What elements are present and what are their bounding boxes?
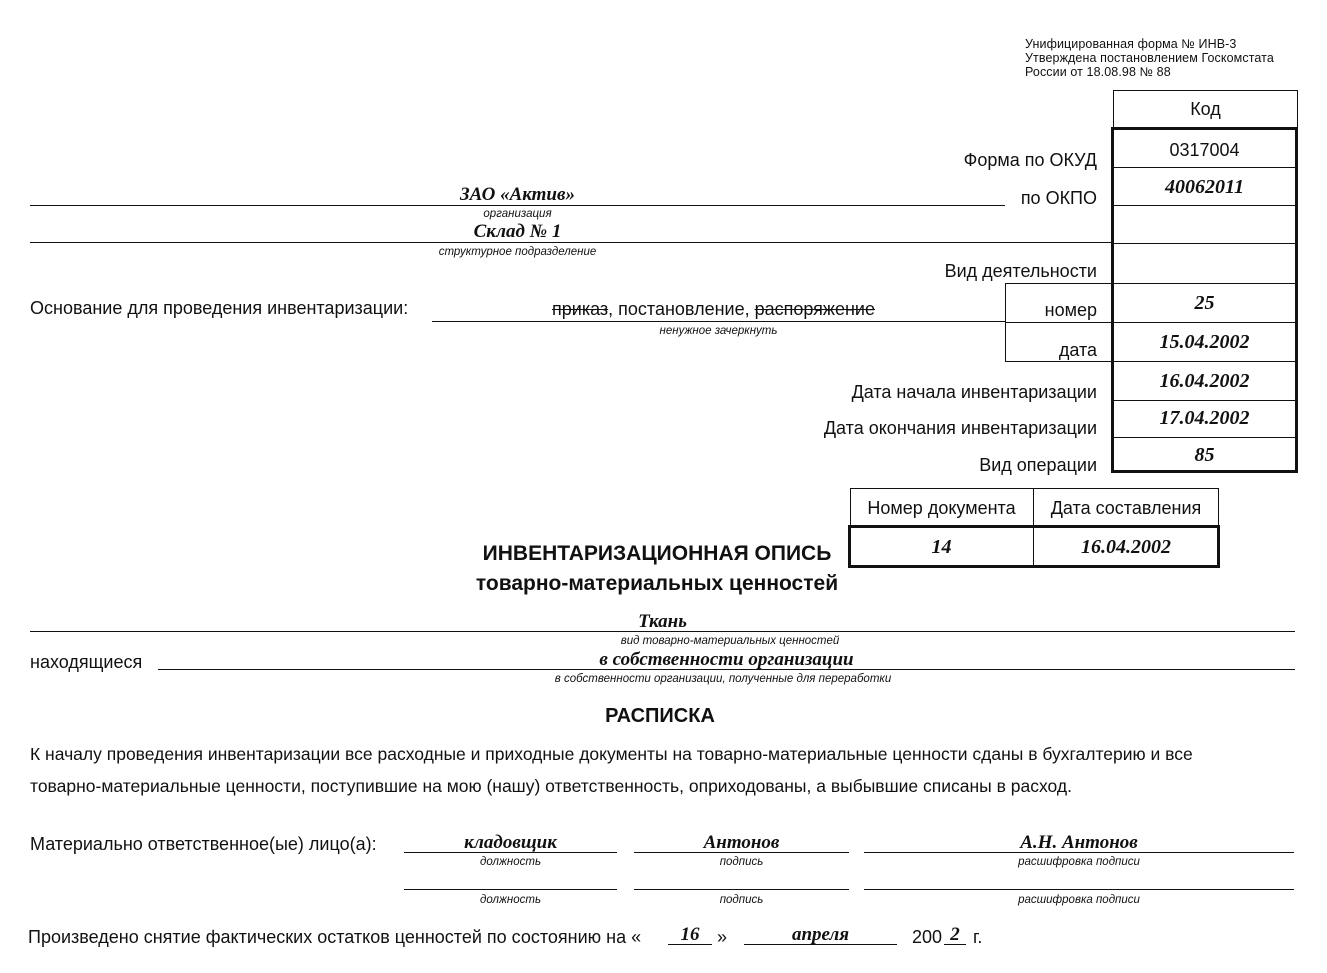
signature-2-line xyxy=(634,889,849,890)
structural-unit: Склад № 1 xyxy=(473,221,562,242)
decoding-1-line xyxy=(864,852,1294,853)
signature-1: Антонов xyxy=(703,832,780,853)
basis-date-value: 15.04.2002 xyxy=(1159,331,1250,353)
signature-1-line xyxy=(634,852,849,853)
position-1: кладовщик xyxy=(464,832,557,853)
receipt-text xyxy=(30,738,1300,802)
row-divider xyxy=(1113,205,1296,206)
row-divider xyxy=(1113,361,1296,362)
row-divider xyxy=(1113,283,1296,284)
okpo-label: по ОКПО xyxy=(1020,188,1097,208)
end-date-value: 17.04.2002 xyxy=(1159,407,1250,429)
balance-day: 16 xyxy=(680,924,700,945)
goods-type-caption: вид товарно-материальных ценностей xyxy=(620,635,840,647)
basis-options xyxy=(552,299,875,320)
structural-unit-line xyxy=(30,242,1113,243)
balance-year-line xyxy=(944,944,966,945)
row-divider xyxy=(1113,243,1296,244)
signature-2-caption: подпись xyxy=(719,894,764,906)
form-date-line: России от 18.08.98 № 88 xyxy=(1025,65,1171,79)
year-prefix: 200 xyxy=(912,927,943,947)
goods-type: Ткань xyxy=(638,611,687,632)
row-divider xyxy=(1113,167,1296,168)
basis-option-resolution: , постановление, xyxy=(608,299,755,319)
kod-label: Код xyxy=(1190,99,1221,119)
balance-month: апреля xyxy=(791,924,850,945)
number-label: номер xyxy=(1044,300,1097,320)
doc-date-header: Дата составления xyxy=(1050,498,1202,518)
row-divider xyxy=(1113,400,1296,401)
position-2-line xyxy=(404,889,617,890)
receipt-title: РАСПИСКА xyxy=(605,705,715,727)
goods-type-line xyxy=(30,631,1295,632)
decoding-2-line xyxy=(864,889,1294,890)
okpo-value: 40062011 xyxy=(1165,176,1244,198)
balance-year-digit: 2 xyxy=(950,924,960,945)
located-label: находящиеся xyxy=(30,652,143,672)
balance-date-text: Произведено снятие фактических остатков ценностей по состоянию на « xyxy=(28,927,642,947)
organization-name: ЗАО «Актив» xyxy=(460,184,575,205)
form-header xyxy=(1025,37,1274,79)
row-divider xyxy=(1113,437,1296,438)
year-suffix: г. xyxy=(973,927,983,947)
form-approved-line: Утверждена постановлением Госкомстата xyxy=(1025,51,1274,65)
signature-1-caption: подпись xyxy=(719,856,764,868)
okud-label: Форма по ОКУД xyxy=(963,150,1097,170)
row-divider xyxy=(1113,322,1296,323)
close-quote: » xyxy=(717,927,728,947)
receipt-text-line1: К началу проведения инвентаризации все расходные и приходные документы на товарно-материальные ценности сданы в бухгалтерию и все xyxy=(30,744,1193,764)
structural-unit-caption: структурное подразделение xyxy=(438,246,597,258)
start-date-value: 16.04.2002 xyxy=(1159,370,1250,392)
organization-line xyxy=(30,205,1005,206)
basis-caption: ненужное зачеркнуть xyxy=(659,325,778,337)
date-label: дата xyxy=(1058,340,1097,360)
start-date-label: Дата начала инвентаризации xyxy=(851,382,1097,402)
receipt-text-line2: товарно-материальные ценности, поступившие на мою (нашу) ответственность, оприходованы, а выбывшие списаны в расход. xyxy=(30,776,1072,796)
position-2-caption: должность xyxy=(480,894,541,906)
operation-value: 85 xyxy=(1194,444,1215,466)
row-divider xyxy=(1005,322,1113,323)
basis-number-value: 25 xyxy=(1194,292,1215,314)
located-value: в собственности организации xyxy=(599,649,854,670)
organization-caption: организация xyxy=(483,208,552,220)
doc-number-header: Номер документа xyxy=(867,498,1016,518)
form-number-line: Унифицированная форма № ИНВ-3 xyxy=(1025,37,1237,51)
basis-option-directive: распоряжение xyxy=(754,299,875,319)
position-1-line xyxy=(404,852,617,853)
operation-label: Вид операции xyxy=(979,455,1097,475)
doc-date-value: 16.04.2002 xyxy=(1081,536,1171,558)
doc-number-value: 14 xyxy=(931,536,952,558)
responsible-label: Материально ответственное(ые) лицо(а): xyxy=(30,834,377,854)
decoding-1-caption: расшифровка подписи xyxy=(1018,856,1140,868)
okud-value: 0317004 xyxy=(1169,140,1240,160)
located-caption: в собственности организации, полученные для переработки xyxy=(554,673,892,685)
end-date-label: Дата окончания инвентаризации xyxy=(823,418,1097,438)
basis-line xyxy=(432,321,1005,322)
basis-option-order: приказ xyxy=(552,299,609,319)
balance-month-line xyxy=(744,944,897,945)
document-subtitle: товарно-материальных ценностей xyxy=(475,572,839,595)
located-line xyxy=(158,669,1295,670)
document-title: ИНВЕНТАРИЗАЦИОННАЯ ОПИСЬ xyxy=(482,542,832,565)
basis-label: Основание для проведения инвентаризации: xyxy=(30,298,409,318)
decoding-2-caption: расшифровка подписи xyxy=(1018,894,1140,906)
decoding-1: А.Н. Антонов xyxy=(1020,832,1138,853)
activity-label: Вид деятельности xyxy=(944,261,1097,281)
balance-day-line xyxy=(668,944,712,945)
position-1-caption: должность xyxy=(480,856,541,868)
